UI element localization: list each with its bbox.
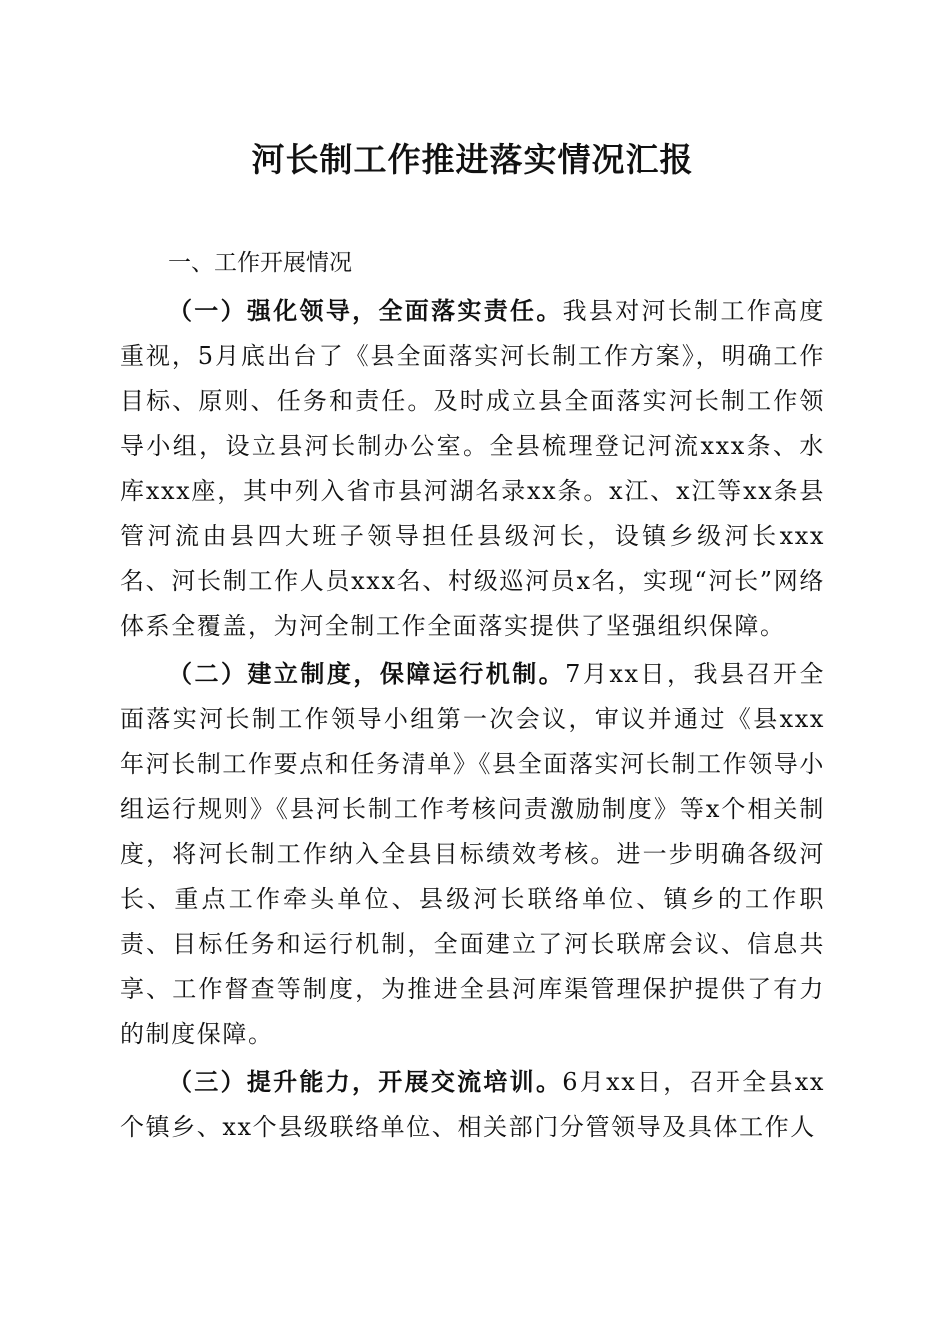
paragraph-2-lead: （二）建立制度，保障运行机制。 (168, 659, 566, 688)
document-title: 河长制工作推进落实情况汇报 (251, 140, 694, 179)
paragraph-1 (120, 288, 825, 649)
paragraph-2 (120, 651, 825, 1057)
paragraph-1-lead: （一）强化领导，全面落实责任。 (168, 296, 563, 325)
paragraph-2-text: 7月xx日，我县召开全面落实河长制工作领导小组第一次会议，审议并通过《县xxx年河长制工作要点和任务清单》《县全面落实河长制工作领导小组运行规则》《县河长制工作考核问责激励制度》等x个相关制度，将河长制工作纳入全县目标绩效考核。进一步明确各级河长、重点工作牵头单位、县级河长联络单位、镇乡的工作职责、目标任务和运行机制，全面建立了河长联席会议、信息共享、工作督查等制度，为推进全县河库渠管理保护提供了有力的制度保障。 (120, 660, 825, 1048)
document-page (120, 130, 825, 1152)
paragraph-1-text: 我县对河长制工作高度重视，5月底出台了《县全面落实河长制工作方案》，明确工作目标、原则、任务和责任。及时成立县全面落实河长制工作领导小组，设立县河长制办公室。全县梳理登记河流xxx条、水库xxx座，其中列入省市县河湖名录xx条。x江、x江等xx条县管河流由县四大班子领导担任县级河长，设镇乡级河长xxx名、河长制工作人员xxx名、村级巡河员x名，实现“河长”网络体系全覆盖，为河全制工作全面落实提供了坚强组织保障。 (120, 297, 825, 640)
paragraph-3 (120, 1059, 825, 1150)
paragraph-3-lead: （三）提升能力，开展交流培训。 (168, 1067, 563, 1096)
paragraph-3-text: 6月xx日，召开全县xx个镇乡、xx个县级联络单位、相关部门分管领导及具体工作人 (120, 1068, 825, 1141)
section-heading: 一、工作开展情况 (168, 250, 352, 276)
